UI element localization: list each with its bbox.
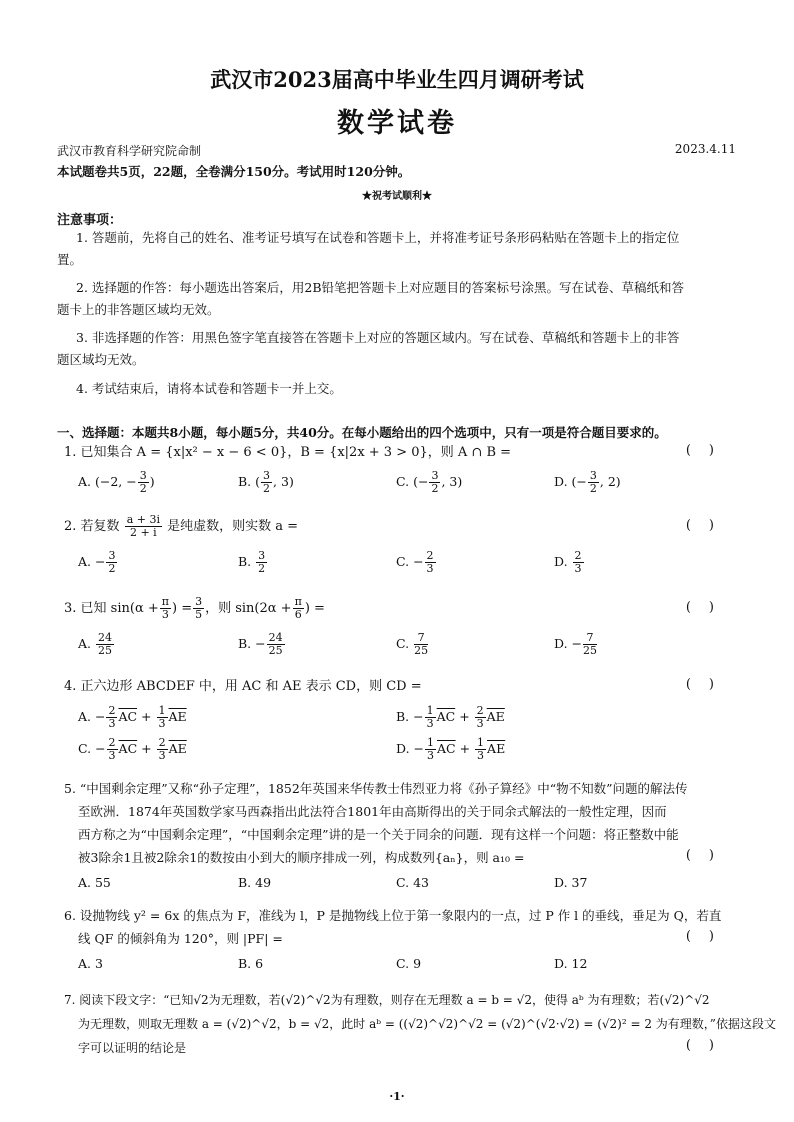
answer-paren: (): [685, 848, 732, 863]
question-7-line: 为无理数，则取无理数 a = (√2)^√2，b = √2，此时 aᵇ = ((√2)^√2)^√2 = (√2)^(√2·√2) = (√2)² = 2 为有理数，”依据这段文: [78, 1017, 776, 1031]
question-5-line: 5. “中国剩余定理”又称“孙子定理”，1852年英国来华传教士伟烈亚力将《孙子算经》中“物不知数”问题的解法传: [64, 781, 688, 796]
q4-option-d: D. − $\frac{1}{3}$ $\overline{AC}$ + $\frac{1}{3}$ $\overline{AE}$: [396, 736, 506, 762]
author-line: 武汉市教育科学研究院命制: [57, 144, 202, 158]
q4-option-a: A. − $\frac{2}{3}$ $\overline{AC}$ + $\frac{1}{3}$ $\overline{AE}$: [78, 704, 187, 730]
question-5-line: 至欧洲．1874年英国数学家马西森指出此法符合1801年由高斯得出的关于同余式解法的一般性定理，因而: [78, 804, 667, 819]
question-3-stem: 3. 已知 sin(α + $\frac{\pi}{3}$ ) = $\frac{3}{5}$ ，则 sin(2α + $\frac{\pi}{6}$ ) =: [64, 595, 325, 621]
question-7-line: 字可以证明的结论是: [78, 1041, 187, 1055]
q4-option-b: B. − $\frac{1}{3}$ $\overline{AC}$ + $\frac{2}{3}$ $\overline{AE}$: [396, 704, 505, 730]
q5-option-b: B. 49: [238, 875, 272, 890]
question-7-line: 7. 阅读下段文字：“已知√2为无理数，若(√2)^√2为有理数，则存在无理数 a = b = √2，使得 aᵇ 为有理数；若(√2)^√2: [64, 993, 710, 1007]
q1-option-a: A. (−2, − $\frac{3}{2}$ ): [78, 469, 155, 495]
question-6-line: 6. 设抛物线 y² = 6x 的焦点为 F，准线为 l，P 是抛物线上位于第一象限内的一点，过 P 作 l 的垂线，垂足为 Q，若直: [64, 908, 722, 923]
notice-line: 题区域均无效。: [57, 352, 145, 367]
answer-paren: (): [685, 518, 732, 533]
answer-paren: (): [685, 929, 732, 944]
page-number: ·1·: [389, 1090, 405, 1103]
question-5-line: 西方称之为“中国剩余定理”，“中国剩余定理”讲的是一个关于同余的问题．现有这样一个问题：将正整数中能: [78, 827, 679, 842]
section-heading: 一、选择题：本题共8小题，每小题5分，共40分。在每小题给出的四个选项中，只有一项是符合题目要求的。: [57, 425, 667, 440]
q6-option-d: D. 12: [554, 956, 588, 971]
exam-title: 武汉市2023届高中毕业生四月调研考试: [210, 67, 584, 92]
notice-line: 2. 选择题的作答：每小题选出答案后，用2B铅笔把答题卡上对应题目的答案标号涂黑。写在试卷、草稿纸和答: [76, 280, 685, 295]
q6-option-a: A. 3: [78, 956, 103, 971]
q2-option-a: A. − $\frac{3}{2}$: [78, 549, 116, 575]
q3-option-a: A. $\frac{24}{25}$: [78, 631, 112, 657]
q5-option-d: D. 37: [554, 875, 588, 890]
notice-line: 题卡上的非答题区域均无效。: [57, 302, 220, 317]
answer-paren: (): [685, 600, 732, 615]
q6-option-b: B. 6: [238, 956, 264, 971]
q5-option-c: C. 43: [396, 875, 429, 890]
q4-option-c: C. − $\frac{2}{3}$ $\overline{AC}$ + $\frac{2}{3}$ $\overline{AE}$: [78, 736, 187, 762]
question-1-stem: 1. 已知集合 A = {x|x² − x − 6 < 0}，B = {x|2x + 3 > 0}，则 A ∩ B =: [64, 445, 512, 460]
q6-option-c: C. 9: [396, 956, 422, 971]
q3-option-c: C. $\frac{7}{25}$: [396, 631, 429, 657]
q3-option-d: D. − $\frac{7}{25}$: [554, 631, 597, 657]
q5-option-a: A. 55: [78, 875, 111, 890]
q1-option-d: D. (− $\frac{3}{2}$ , 2): [554, 469, 621, 495]
question-4-stem: 4. 正六边形 ABCDEF 中，用 AC 和 AE 表示 CD，则 CD =: [64, 679, 422, 694]
q3-option-b: B. − $\frac{24}{25}$: [238, 631, 283, 657]
notice-line: 4. 考试结束后，请将本试卷和答题卡一并上交。: [76, 381, 342, 396]
q1-option-c: C. (− $\frac{3}{2}$ , 3): [396, 469, 463, 495]
notice-line: 1. 答题前，先将自己的姓名、准考证号填写在试卷和答题卡上，并将准考证号条形码粘贴在答题卡上的指定位: [76, 230, 680, 245]
exam-info: 本试题卷共5页，22题，全卷满分150分。考试用时120分钟。: [57, 164, 411, 179]
q2-option-b: B. $\frac{3}{2}$: [238, 549, 266, 575]
notice-line: 3. 非选择题的作答：用黑色签字笔直接答在答题卡上对应的答题区域内。写在试卷、草稿纸和答题卡上的非答: [76, 330, 680, 345]
question-2-stem: 2. 若复数 $\frac{a + 3i}{2 + i}$ 是纯虚数，则实数 a =: [64, 513, 299, 539]
q2-option-c: C. − $\frac{2}{3}$: [396, 549, 434, 575]
wish-line: ★祝考试顺利★: [362, 191, 432, 202]
answer-paren: (): [685, 1038, 732, 1053]
question-6-line: 线 QF 的倾斜角为 120°，则 |PF| =: [78, 931, 283, 946]
answer-paren: (): [685, 677, 732, 692]
answer-paren: (): [685, 443, 732, 458]
q2-option-d: D. $\frac{2}{3}$: [554, 549, 582, 575]
notice-heading: 注意事项：: [57, 213, 123, 228]
exam-date: 2023.4.11: [674, 142, 736, 156]
notice-line: 置。: [57, 252, 83, 267]
q1-option-b: B. ( $\frac{3}{2}$ , 3): [238, 469, 294, 495]
exam-subtitle: 数学试卷: [337, 108, 457, 139]
question-5-line: 被3除余1且被2除余1的数按由小到大的顺序排成一列，构成数列{aₙ}，则 a₁₀ =: [78, 850, 525, 865]
